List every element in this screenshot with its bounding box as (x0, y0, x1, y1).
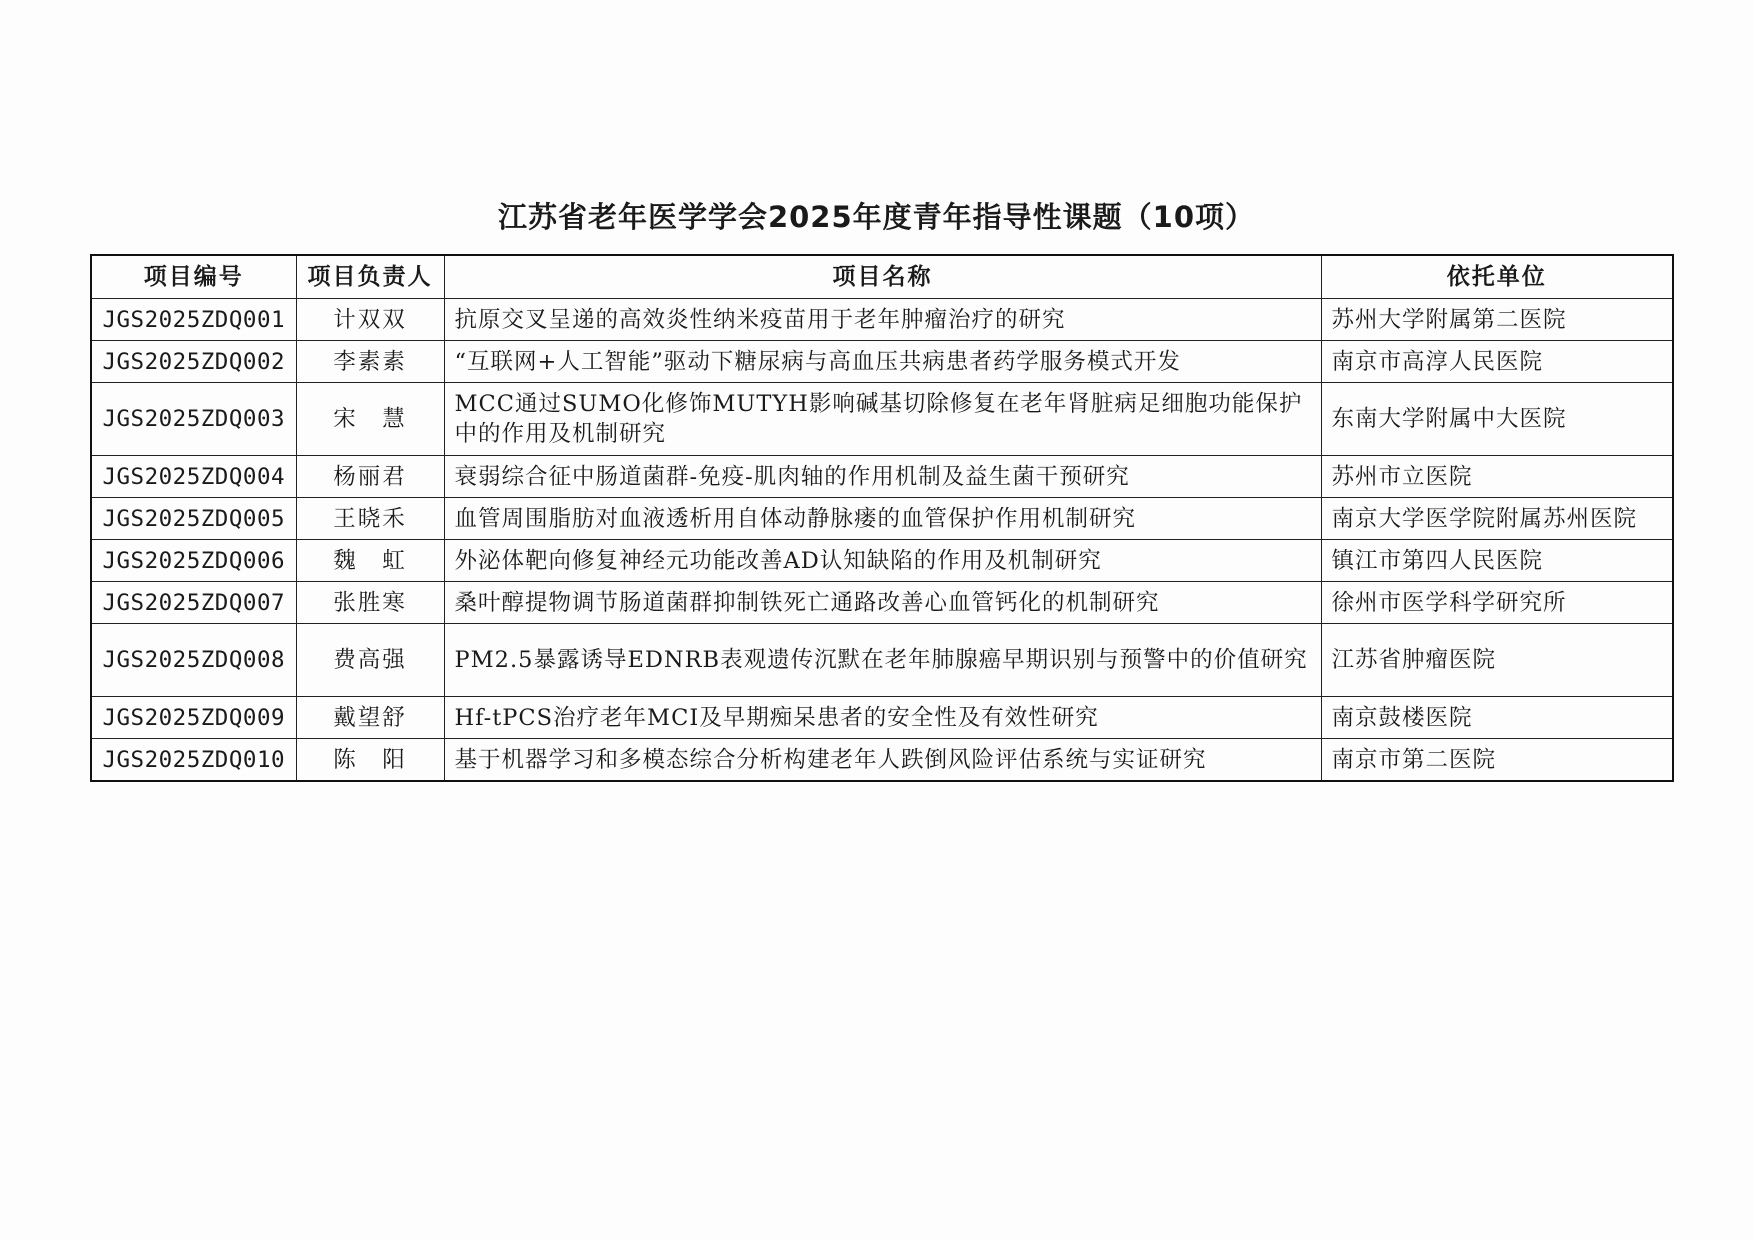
cell-unit: 徐州市医学科学研究所 (1321, 582, 1673, 624)
table-row (91, 299, 1673, 341)
cell-name: “互联网+人工智能”驱动下糖尿病与高血压共病患者药学服务模式开发 (444, 341, 1321, 383)
cell-unit: 南京市高淳人民医院 (1321, 341, 1673, 383)
cell-unit: 南京鼓楼医院 (1321, 697, 1673, 739)
header-code: 项目编号 (91, 255, 296, 299)
cell-code: JGS2025ZDQ010 (91, 739, 296, 782)
cell-leader: 杨丽君 (296, 456, 444, 498)
header-unit: 依托单位 (1321, 255, 1673, 299)
document-title: 江苏省老年医学学会2025年度青年指导性课题（10项） (497, 200, 1256, 234)
cell-leader: 陈 阳 (296, 739, 444, 782)
table-row (91, 697, 1673, 739)
cell-code: JGS2025ZDQ007 (91, 582, 296, 624)
header-name: 项目名称 (444, 255, 1321, 299)
cell-code: JGS2025ZDQ009 (91, 697, 296, 739)
table-row (91, 739, 1673, 782)
cell-unit: 南京大学医学院附属苏州医院 (1321, 498, 1673, 540)
table-header-row (91, 255, 1673, 299)
cell-name: PM2.5暴露诱导EDNRB表观遗传沉默在老年肺腺癌早期识别与预警中的价值研究 (444, 624, 1321, 697)
cell-name: 桑叶醇提物调节肠道菌群抑制铁死亡通路改善心血管钙化的机制研究 (444, 582, 1321, 624)
cell-unit: 镇江市第四人民医院 (1321, 540, 1673, 582)
cell-name: Hf-tPCS治疗老年MCI及早期痴呆患者的安全性及有效性研究 (444, 697, 1321, 739)
cell-leader: 计双双 (296, 299, 444, 341)
cell-code: JGS2025ZDQ003 (91, 383, 296, 456)
table-row (91, 498, 1673, 540)
cell-leader: 王晓禾 (296, 498, 444, 540)
cell-code: JGS2025ZDQ004 (91, 456, 296, 498)
projects-table (90, 254, 1674, 782)
table-row (91, 341, 1673, 383)
cell-name: 抗原交叉呈递的高效炎性纳米疫苗用于老年肿瘤治疗的研究 (444, 299, 1321, 341)
cell-code: JGS2025ZDQ001 (91, 299, 296, 341)
cell-unit: 苏州大学附属第二医院 (1321, 299, 1673, 341)
table-row (91, 540, 1673, 582)
cell-leader: 戴望舒 (296, 697, 444, 739)
cell-leader: 李素素 (296, 341, 444, 383)
cell-unit: 南京市第二医院 (1321, 739, 1673, 782)
table-row (91, 582, 1673, 624)
table-row (91, 383, 1673, 456)
table-row (91, 456, 1673, 498)
cell-leader: 魏 虹 (296, 540, 444, 582)
cell-name: 外泌体靶向修复神经元功能改善AD认知缺陷的作用及机制研究 (444, 540, 1321, 582)
cell-code: JGS2025ZDQ008 (91, 624, 296, 697)
table-row (91, 624, 1673, 697)
cell-code: JGS2025ZDQ005 (91, 498, 296, 540)
cell-name: MCC通过SUMO化修饰MUTYH影响碱基切除修复在老年肾脏病足细胞功能保护中的作用及机制研究 (444, 383, 1321, 456)
cell-unit: 东南大学附属中大医院 (1321, 383, 1673, 456)
cell-leader: 张胜寒 (296, 582, 444, 624)
cell-name: 血管周围脂肪对血液透析用自体动静脉瘘的血管保护作用机制研究 (444, 498, 1321, 540)
cell-unit: 江苏省肿瘤医院 (1321, 624, 1673, 697)
cell-unit: 苏州市立医院 (1321, 456, 1673, 498)
cell-code: JGS2025ZDQ002 (91, 341, 296, 383)
header-leader: 项目负责人 (296, 255, 444, 299)
cell-leader: 费高强 (296, 624, 444, 697)
cell-code: JGS2025ZDQ006 (91, 540, 296, 582)
cell-leader: 宋 慧 (296, 383, 444, 456)
cell-name: 基于机器学习和多模态综合分析构建老年人跌倒风险评估系统与实证研究 (444, 739, 1321, 782)
cell-name: 衰弱综合征中肠道菌群-免疫-肌肉轴的作用机制及益生菌干预研究 (444, 456, 1321, 498)
